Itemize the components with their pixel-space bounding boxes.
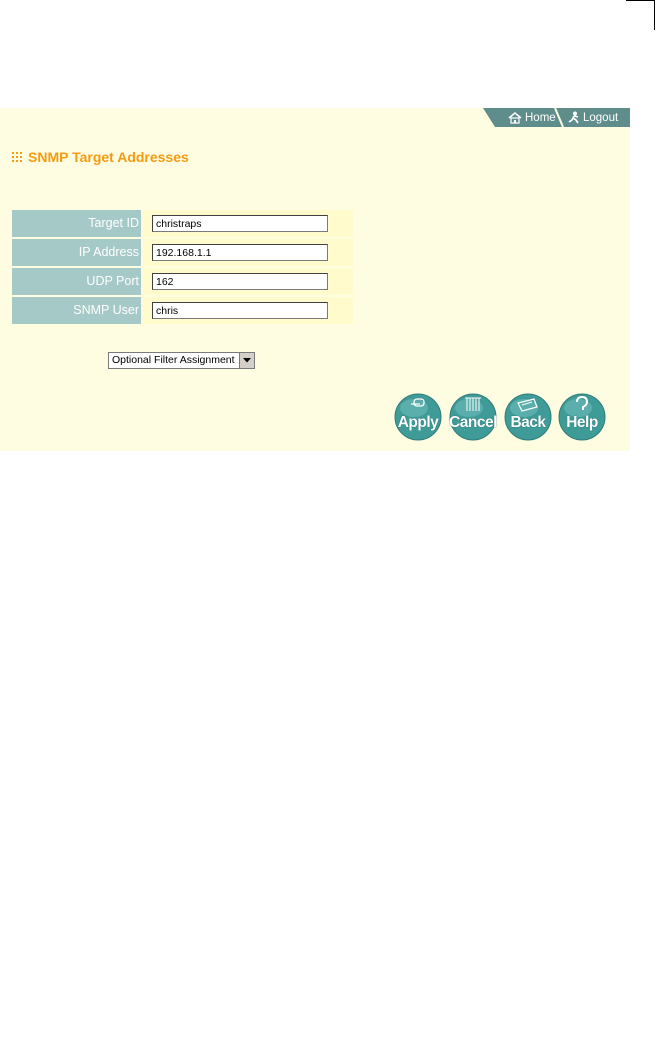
snmp-user-input[interactable]: [152, 302, 328, 319]
dropdown-arrow-icon[interactable]: [239, 353, 254, 368]
help-label: Help: [566, 414, 598, 431]
page-corner-mark: [626, 0, 656, 30]
udp-port-cell: [143, 268, 353, 295]
help-button[interactable]: [558, 393, 606, 441]
snmp-user-label: SNMP User: [12, 297, 141, 324]
logout-label: Logout: [583, 111, 619, 124]
apply-label: Apply: [397, 414, 439, 431]
filter-assignment-select[interactable]: [108, 352, 255, 369]
target-id-input[interactable]: [152, 215, 328, 232]
target-id-label: Target ID: [12, 210, 141, 237]
home-icon: [508, 112, 522, 124]
udp-port-input[interactable]: [152, 273, 328, 290]
target-id-cell: [143, 210, 353, 237]
ip-address-label: IP Address: [12, 239, 141, 266]
ip-address-input[interactable]: [152, 244, 328, 261]
home-label: Home: [525, 111, 556, 124]
cancel-label: Cancel: [449, 414, 497, 431]
grid-bullet-icon: [12, 152, 22, 162]
top-nav-bar: [483, 108, 630, 127]
page-title: [12, 149, 189, 165]
filter-select-value: Optional Filter Assignment: [112, 354, 235, 366]
apply-button[interactable]: [394, 393, 442, 441]
snmp-user-cell: [143, 297, 353, 324]
udp-port-label: UDP Port: [12, 268, 141, 295]
form-row-target-id: [12, 210, 353, 239]
back-button[interactable]: [504, 393, 552, 441]
ip-address-cell: [143, 239, 353, 266]
snmp-target-panel: [0, 108, 630, 451]
home-link[interactable]: [508, 110, 556, 125]
target-address-form: [12, 210, 353, 326]
logout-link[interactable]: [568, 110, 618, 125]
form-row-snmp-user: [12, 297, 353, 326]
form-row-ip-address: [12, 239, 353, 268]
cancel-button[interactable]: [449, 393, 497, 441]
logout-icon: [568, 111, 580, 124]
back-label: Back: [510, 414, 546, 431]
page-title-text: SNMP Target Addresses: [28, 149, 189, 165]
form-row-udp-port: [12, 268, 353, 297]
